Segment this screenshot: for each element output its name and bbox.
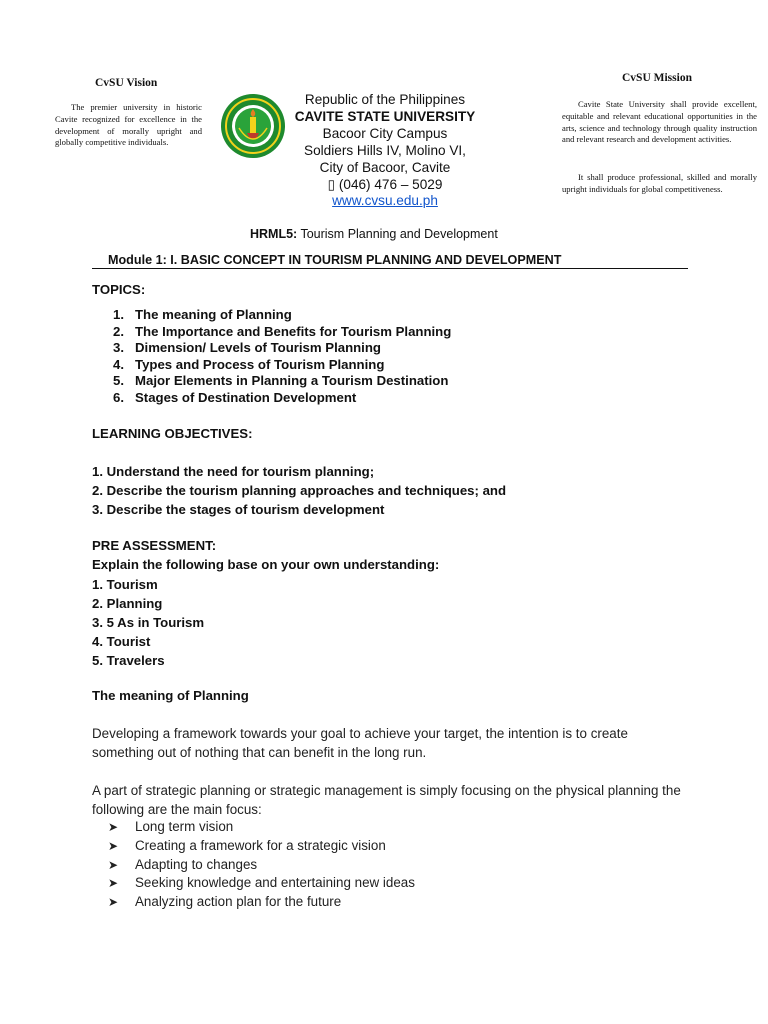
vision-title: CvSU Vision bbox=[95, 77, 158, 89]
mission-text-2: It shall produce professional, skilled and morally upright individuals for global competitiveness. bbox=[562, 172, 757, 194]
list-item: ➤ Long term vision bbox=[108, 818, 415, 837]
republic-line: Republic of the Philippines bbox=[304, 92, 466, 107]
list-item: 5. Major Elements in Planning a Tourism Destination bbox=[113, 373, 449, 388]
arrow-bullet-icon: ➤ bbox=[108, 876, 119, 891]
list-item: 4. Tourist bbox=[92, 634, 151, 649]
module-title: Module 1: I. BASIC CONCEPT IN TOURISM PLANNING AND DEVELOPMENT bbox=[92, 253, 688, 269]
list-item: 3. 5 As in Tourism bbox=[92, 615, 205, 630]
list-item: ➤ Creating a framework for a strategic vision bbox=[108, 837, 415, 856]
website-link[interactable]: www.cvsu.edu.ph bbox=[332, 193, 438, 209]
objectives-list bbox=[92, 462, 506, 519]
list-item: 4. Types and Process of Tourism Planning bbox=[113, 356, 385, 372]
list-item: 1. Understand the need for tourism planning; bbox=[92, 464, 375, 479]
list-item: ➤ Adapting to changes bbox=[108, 856, 415, 875]
objectives-label: LEARNING OBJECTIVES: bbox=[92, 426, 253, 441]
topics-label: TOPICS: bbox=[92, 282, 146, 297]
address-line-1: Soldiers Hills IV, Molino VI, bbox=[304, 142, 466, 158]
pre-assessment-instruction: Explain the following base on your own understanding: bbox=[92, 557, 440, 572]
list-item: 5. Travelers bbox=[92, 653, 165, 668]
arrow-bullet-icon: ➤ bbox=[108, 895, 119, 910]
arrow-bullet-icon: ➤ bbox=[108, 857, 119, 872]
paragraph-definition: Developing a framework towards your goal to achieve your target, the intention is to create something out of nothing that can benefit in the long run. bbox=[92, 726, 628, 760]
section-heading: The meaning of Planning bbox=[92, 688, 249, 703]
list-item: ➤ Seeking knowledge and entertaining new ideas bbox=[108, 874, 415, 893]
list-item: 2. The Importance and Benefits for Tourism Planning bbox=[113, 323, 452, 339]
pre-assessment-list bbox=[92, 575, 204, 670]
vision-text: The premier university in historic Cavite recognized for excellence in the development of morally upright and globally competitive individuals. bbox=[55, 102, 202, 148]
list-item: 1. The meaning of Planning bbox=[113, 307, 292, 322]
list-item: 2. Planning bbox=[92, 596, 163, 611]
mission-title: CvSU Mission bbox=[622, 72, 692, 84]
list-item: ➤ Analyzing action plan for the future bbox=[108, 893, 415, 912]
course-name: Tourism Planning and Development bbox=[297, 227, 498, 241]
university-header bbox=[280, 92, 490, 210]
list-item: 3. Dimension/ Levels of Tourism Planning bbox=[113, 340, 381, 355]
focus-list bbox=[108, 818, 415, 912]
paragraph-strategic: A part of strategic planning or strategic management is simply focusing on the physical planning the following are the main focus: bbox=[92, 783, 681, 817]
list-item: 2. Describe the tourism planning approaches and techniques; and bbox=[92, 483, 507, 498]
phone-line: ▯ (046) 476 – 5029 bbox=[327, 176, 443, 192]
course-code: HRML5: bbox=[250, 227, 298, 241]
list-item: 1. Tourism bbox=[92, 577, 158, 592]
cvsu-seal-logo bbox=[220, 93, 286, 159]
mission-text-1: Cavite State University shall provide excellent, equitable and relevant educational opportunities in the arts, science and technology through quality instruction and relevant research and development activities. bbox=[562, 99, 757, 145]
arrow-bullet-icon: ➤ bbox=[108, 838, 119, 853]
university-name: CAVITE STATE UNIVERSITY bbox=[294, 108, 476, 124]
pre-assessment-label: PRE ASSESSMENT: bbox=[92, 538, 217, 553]
list-item: 3. Describe the stages of tourism development bbox=[92, 502, 385, 517]
list-item: 6. Stages of Destination Development bbox=[113, 389, 357, 405]
arrow-bullet-icon: ➤ bbox=[108, 820, 119, 834]
campus-name: Bacoor City Campus bbox=[322, 125, 448, 141]
address-line-2: City of Bacoor, Cavite bbox=[319, 159, 451, 175]
course-title bbox=[250, 227, 498, 241]
topics-list bbox=[113, 307, 451, 406]
